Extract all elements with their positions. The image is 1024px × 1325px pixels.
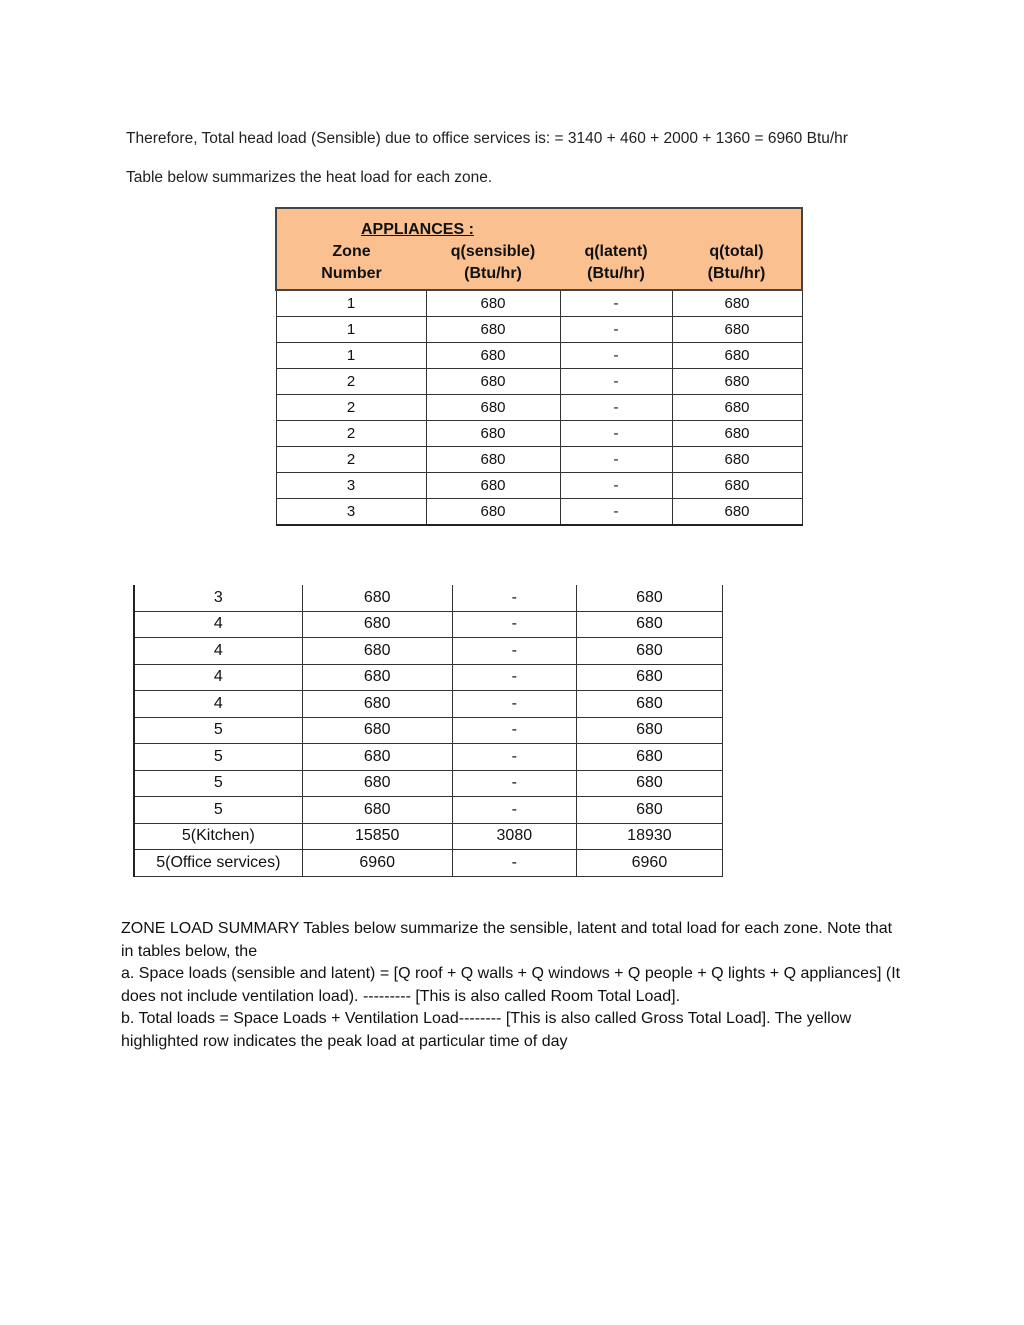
zone-cell: 5 xyxy=(134,744,302,771)
zone-cell: 5(Office services) xyxy=(134,850,302,877)
table-row xyxy=(276,447,802,473)
total-cell: 680 xyxy=(576,638,722,665)
table-row xyxy=(276,343,802,369)
table-row xyxy=(134,638,723,665)
sensible-cell: 680 xyxy=(302,797,452,824)
zone-cell: 5 xyxy=(134,717,302,744)
latent-cell: - xyxy=(560,369,672,395)
table-row xyxy=(134,717,723,744)
header-total-unit: (Btu/hr) xyxy=(672,265,802,290)
total-cell: 680 xyxy=(576,797,722,824)
total-cell: 680 xyxy=(672,343,802,369)
table-row xyxy=(276,369,802,395)
table-row xyxy=(276,290,802,317)
total-load-statement: Therefore, Total head load (Sensible) due to office services is: = 3140 + 460 + 2000 + 1360 = 6960 Btu/hr xyxy=(126,130,848,147)
latent-cell: - xyxy=(452,717,576,744)
total-cell: 680 xyxy=(672,499,802,526)
total-cell: 680 xyxy=(576,611,722,638)
zone-cell: 1 xyxy=(276,343,426,369)
total-cell: 680 xyxy=(672,447,802,473)
sensible-cell: 680 xyxy=(302,717,452,744)
zone-cell: 1 xyxy=(276,317,426,343)
latent-cell: - xyxy=(452,770,576,797)
total-cell: 680 xyxy=(576,717,722,744)
table-row xyxy=(134,691,723,718)
table-caption: Table below summarizes the heat load for each zone. xyxy=(126,169,493,186)
sensible-cell: 680 xyxy=(426,317,560,343)
zone-cell: 2 xyxy=(276,421,426,447)
header-zone-number: Number xyxy=(276,265,426,290)
sensible-cell: 680 xyxy=(426,499,560,526)
appliances-table-continued xyxy=(133,585,723,877)
latent-cell: - xyxy=(560,473,672,499)
total-cell: 6960 xyxy=(576,850,722,877)
latent-cell: - xyxy=(560,421,672,447)
zone-cell: 5 xyxy=(134,770,302,797)
sensible-cell: 680 xyxy=(302,664,452,691)
table-row xyxy=(134,664,723,691)
sensible-cell: 680 xyxy=(302,611,452,638)
sensible-cell: 680 xyxy=(302,638,452,665)
latent-cell: - xyxy=(560,395,672,421)
zone-cell: 3 xyxy=(134,585,302,611)
total-cell: 680 xyxy=(672,473,802,499)
sensible-cell: 680 xyxy=(426,343,560,369)
table-row xyxy=(134,770,723,797)
total-cell: 680 xyxy=(576,585,722,611)
zone-cell: 4 xyxy=(134,664,302,691)
latent-cell: - xyxy=(452,638,576,665)
total-cell: 680 xyxy=(672,369,802,395)
table-title: APPLIANCES : xyxy=(276,208,802,239)
header-latent-unit: (Btu/hr) xyxy=(560,265,672,290)
table-row xyxy=(134,850,723,877)
table-row xyxy=(134,797,723,824)
table-row xyxy=(276,473,802,499)
latent-cell: - xyxy=(560,447,672,473)
latent-cell: - xyxy=(452,850,576,877)
zone-cell: 2 xyxy=(276,447,426,473)
header-q-sensible: q(sensible) xyxy=(426,239,560,265)
latent-cell: - xyxy=(560,290,672,317)
sensible-cell: 15850 xyxy=(302,823,452,850)
total-cell: 680 xyxy=(576,770,722,797)
latent-cell: - xyxy=(452,797,576,824)
header-q-total: q(total) xyxy=(672,239,802,265)
appliances-table xyxy=(275,207,803,526)
summary-total-loads: b. Total loads = Space Loads + Ventilation Load-------- [This is also called Gross Total Load]. The yellow highlighted row indicates the peak load at particular time of day xyxy=(121,1010,852,1050)
table-row xyxy=(134,585,723,611)
sensible-cell: 680 xyxy=(302,691,452,718)
header-sensible-unit: (Btu/hr) xyxy=(426,265,560,290)
sensible-cell: 680 xyxy=(426,369,560,395)
latent-cell: - xyxy=(560,343,672,369)
latent-cell: - xyxy=(560,317,672,343)
zone-load-summary xyxy=(121,918,901,1054)
total-cell: 680 xyxy=(576,664,722,691)
zone-cell: 2 xyxy=(276,395,426,421)
table-row xyxy=(134,823,723,850)
sensible-cell: 680 xyxy=(426,395,560,421)
total-cell: 680 xyxy=(576,691,722,718)
table-row xyxy=(134,744,723,771)
zone-cell: 4 xyxy=(134,611,302,638)
zone-cell: 5 xyxy=(134,797,302,824)
total-cell: 680 xyxy=(672,317,802,343)
latent-cell: 3080 xyxy=(452,823,576,850)
sensible-cell: 680 xyxy=(426,473,560,499)
total-cell: 680 xyxy=(672,421,802,447)
sensible-cell: 680 xyxy=(302,585,452,611)
total-cell: 680 xyxy=(672,290,802,317)
total-cell: 680 xyxy=(576,744,722,771)
summary-intro: ZONE LOAD SUMMARY Tables below summarize the sensible, latent and total load for each zone. Note that in tables below, the xyxy=(121,920,893,960)
zone-cell: 3 xyxy=(276,473,426,499)
table-row xyxy=(276,317,802,343)
zone-cell: 5(Kitchen) xyxy=(134,823,302,850)
sensible-cell: 680 xyxy=(426,447,560,473)
zone-cell: 4 xyxy=(134,691,302,718)
zone-cell: 3 xyxy=(276,499,426,526)
table-row xyxy=(276,395,802,421)
sensible-cell: 6960 xyxy=(302,850,452,877)
latent-cell: - xyxy=(452,585,576,611)
sensible-cell: 680 xyxy=(426,421,560,447)
sensible-cell: 680 xyxy=(302,770,452,797)
zone-cell: 4 xyxy=(134,638,302,665)
total-cell: 680 xyxy=(672,395,802,421)
latent-cell: - xyxy=(452,611,576,638)
latent-cell: - xyxy=(560,499,672,526)
table-row xyxy=(134,611,723,638)
latent-cell: - xyxy=(452,664,576,691)
header-zone: Zone xyxy=(276,239,426,265)
sensible-cell: 680 xyxy=(426,290,560,317)
latent-cell: - xyxy=(452,744,576,771)
table-row xyxy=(276,499,802,526)
summary-space-loads: a. Space loads (sensible and latent) = [Q roof + Q walls + Q windows + Q people + Q lights + Q appliances] (It does not include ventilation load). --------- [This is also called Room Total Load]. xyxy=(121,965,901,1005)
table-row xyxy=(276,421,802,447)
header-q-latent: q(latent) xyxy=(560,239,672,265)
total-cell: 18930 xyxy=(576,823,722,850)
zone-cell: 2 xyxy=(276,369,426,395)
sensible-cell: 680 xyxy=(302,744,452,771)
latent-cell: - xyxy=(452,691,576,718)
zone-cell: 1 xyxy=(276,290,426,317)
